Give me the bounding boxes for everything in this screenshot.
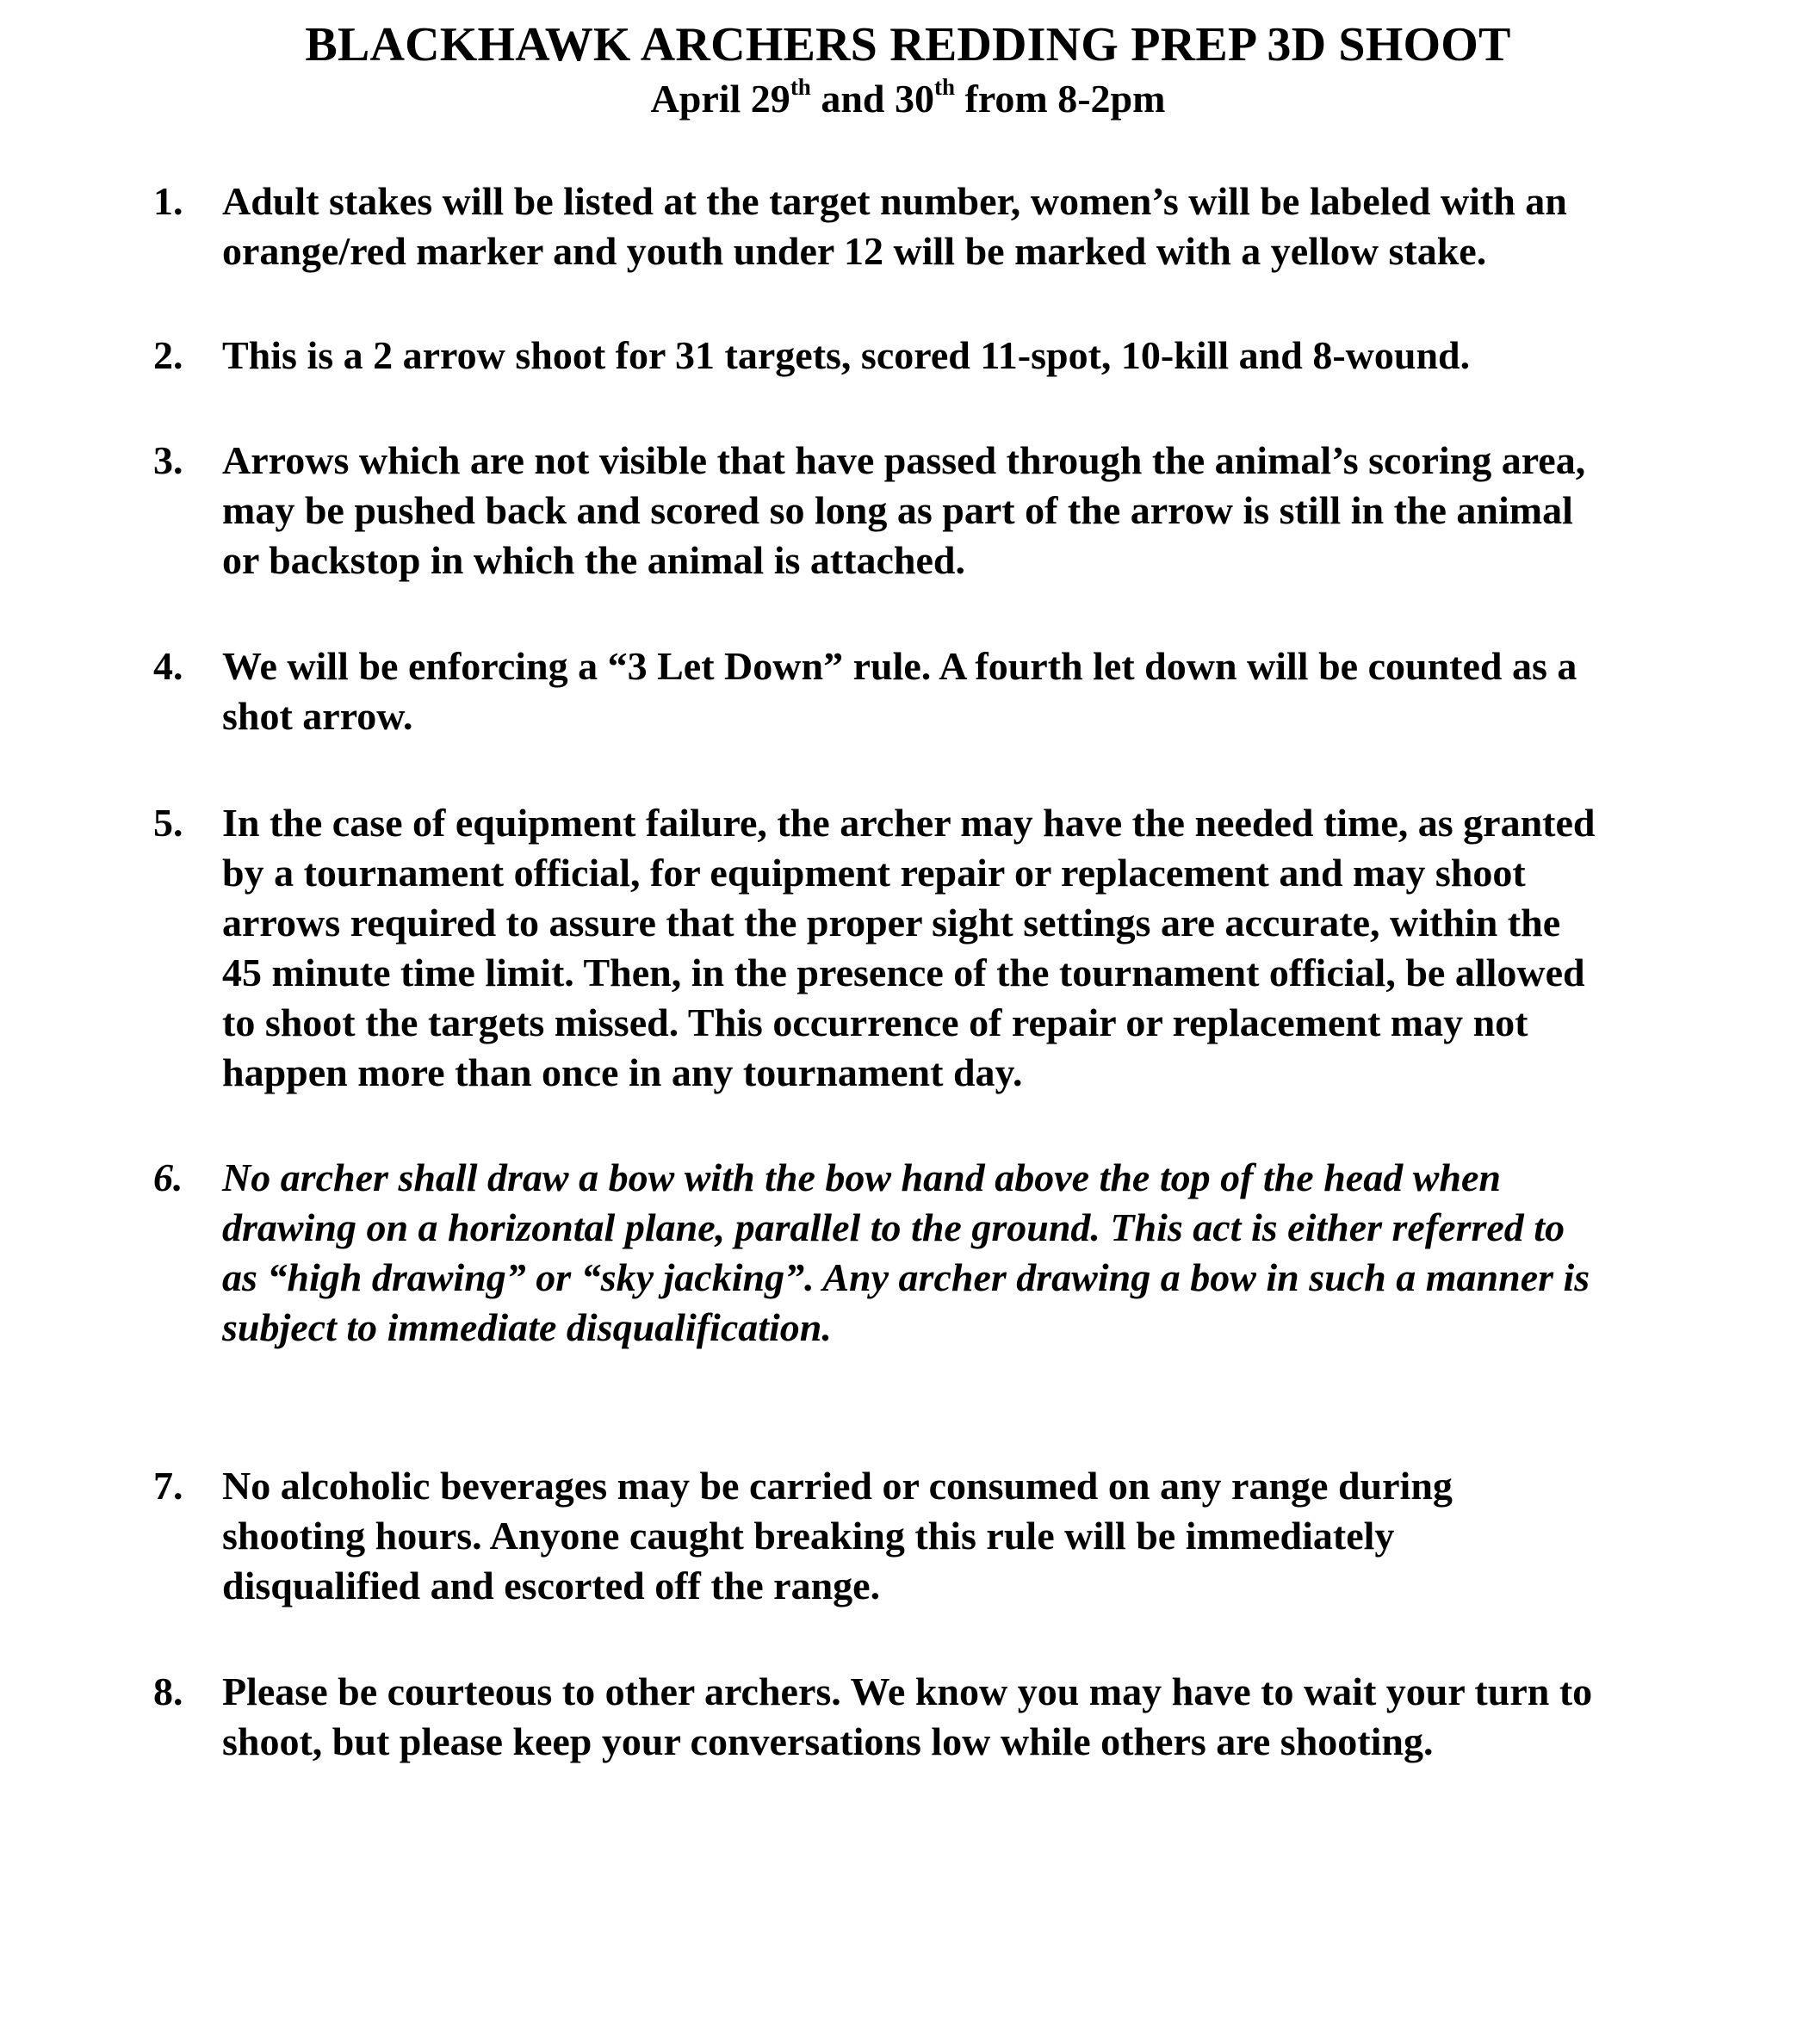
rule-line: No archer shall draw a bow with the bow hand above the top of the head when (222, 1155, 1501, 1199)
rule-number: 6. (153, 1155, 183, 1199)
rule-line: Adult stakes will be listed at the target number, women’s will be labeled with an (222, 179, 1567, 223)
rule-line: Arrows which are not visible that have passed through the animal’s scoring area, (222, 438, 1586, 482)
rule-line: or backstop in which the animal is attached. (222, 538, 966, 582)
rule-line: 45 minute time limit. Then, in the presence of the tournament official, be allowed (222, 951, 1585, 994)
page-title: BLACKHAWK ARCHERS REDDING PREP 3D SHOOT (305, 18, 1511, 71)
rule-line: This is a 2 arrow shoot for 31 targets, scored 11-spot, 10-kill and 8-wound. (222, 333, 1471, 377)
rule-line: shot arrow. (222, 694, 413, 738)
date-middle: and 30 (810, 77, 934, 121)
date-suffix: from 8-2pm (955, 77, 1166, 121)
rule-text (222, 1667, 1729, 1767)
date-superscript-2: th (934, 73, 956, 100)
rule-line: by a tournament official, for equipment repair or replacement and may shoot (222, 851, 1526, 895)
rule-text (222, 331, 1729, 381)
rule-number: 3. (153, 438, 183, 482)
rule-text (222, 1461, 1729, 1611)
rule-number: 7. (153, 1464, 183, 1508)
rule-line: happen more than once in any tournament day. (222, 1050, 1023, 1094)
rule-text (222, 798, 1729, 1098)
rule-text (222, 641, 1729, 741)
rule-text (222, 436, 1729, 585)
date-prefix: April 29 (650, 77, 790, 121)
rule-line: to shoot the targets missed. This occurrence of repair or replacement may not (222, 1000, 1528, 1044)
rule-number: 8. (153, 1669, 183, 1713)
rule-line: as “high drawing” or “sky jacking”. Any archer drawing a bow in such a manner is (222, 1255, 1590, 1299)
rule-number: 1. (153, 179, 183, 223)
rule-line: shoot, but please keep your conversations low while others are shooting. (222, 1719, 1434, 1763)
rule-line: may be pushed back and scored so long as part of the arrow is still in the animal (222, 488, 1573, 532)
rule-text (222, 177, 1729, 276)
rule-line: disqualified and escorted off the range. (222, 1564, 881, 1607)
rule-line: arrows required to assure that the proper sight settings are accurate, within the (222, 901, 1561, 945)
rule-line: orange/red marker and youth under 12 will be marked with a yellow stake. (222, 229, 1487, 273)
rule-line: subject to immediate disqualification. (222, 1305, 832, 1349)
rule-line: drawing on a horizontal plane, parallel to the ground. This act is either referred to (222, 1205, 1565, 1249)
rule-line: Please be courteous to other archers. We know you may have to wait your turn to (222, 1669, 1593, 1713)
rule-text (222, 1153, 1729, 1353)
rule-line: No alcoholic beverages may be carried or consumed on any range during (222, 1464, 1453, 1508)
date-superscript-1: th (790, 73, 811, 100)
rule-line: shooting hours. Anyone caught breaking this rule will be immediately (222, 1514, 1395, 1558)
rule-number: 5. (153, 801, 183, 845)
rule-number: 4. (153, 644, 183, 688)
rule-line: We will be enforcing a “3 Let Down” rule. A fourth let down will be counted as a (222, 644, 1577, 688)
rule-line: In the case of equipment failure, the archer may have the needed time, as granted (222, 801, 1596, 845)
rule-number: 2. (153, 333, 183, 377)
